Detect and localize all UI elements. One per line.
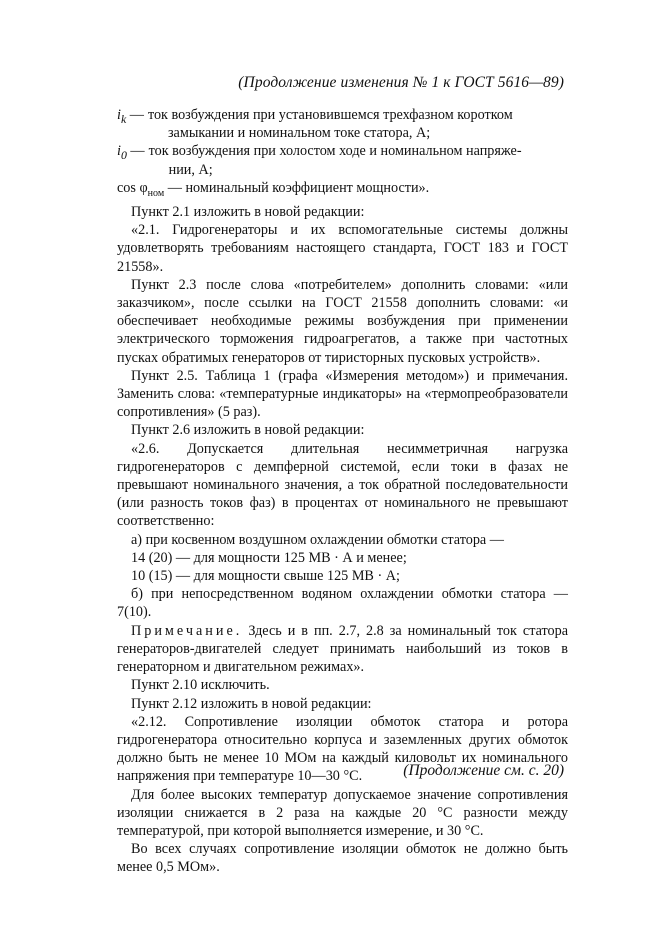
- paragraph-2-1-text: «2.1. Гидрогенераторы и их вспомогательные системы должны удовлетворять требованиям настоящего стандарта, ГОСТ 183 и ГОСТ 21558».: [117, 222, 568, 275]
- symbol-i: i: [117, 143, 121, 160]
- paragraph-2-6-intro: Пункт 2.6 изложить в новой редакции:: [131, 422, 365, 439]
- list-item-a: а) при косвенном воздушном охлаждении обмотки статора —: [131, 531, 504, 548]
- definition-text-line1: ток возбуждения при установившемся трехфазном коротком: [147, 107, 513, 123]
- definition-text-line2: замыкании и номинальном токе статора, А;: [167, 125, 431, 142]
- paragraph-2-3: Пункт 2.3 после слова «потребителем» дополнить словами: «или заказчиком», после ссылки на ГОСТ 21558 дополнить словами: «и обеспечивает необходимые режимы возбуждения при применении электрического торможения гидроагрегатов, а также при частотных пусках обратимых генераторов от тиристорных пусковых устройств».: [117, 276, 568, 366]
- cos-phi-text: — номинальный коэффициент мощности».: [164, 179, 430, 196]
- cos-phi-symbol: cos φ: [117, 179, 148, 196]
- paragraph-2-6-text: «2.6. Допускается длительная несимметричная нагрузка гидрогенераторов с демпферной системой, если токи в фазах не превышают номинального значения, а ток обратной последовательности (или разность токов фаз) в процентах от номинального не превышают соответственно:: [117, 440, 568, 530]
- definition-i0: [117, 142, 568, 178]
- cos-phi-subscript: ном: [147, 187, 165, 199]
- paragraph-2-12-text: «2.12. Сопротивление изоляции обмоток статора и ротора гидрогенератора относительно корпуса и заземленных других обмоток должно быть не менее 10 МОм на каждый киловольт их номинального напряжения при температуре 10—30 °С.: [117, 713, 568, 785]
- list-item-a-2: 10 (15) — для мощности свыше 125 МВ · А;: [131, 568, 400, 585]
- note-text: Здесь и в пп. 2.7, 2.8 за номинальный ток статора генераторов-двигателей следует принимать наибольший из токов в генераторном и двигательном режимах».: [117, 622, 568, 676]
- list-item-b: б) при непосредственном водяном охлаждении обмотки статора — 7(10).: [117, 586, 568, 621]
- symbol-subscript: 0: [120, 148, 127, 163]
- symbol-dash: —: [126, 107, 144, 123]
- definition-ik: [117, 106, 568, 142]
- definition-cos-phi: [117, 179, 568, 203]
- paragraph-2-1-intro: Пункт 2.1 изложить в новой редакции:: [131, 204, 365, 221]
- paragraph-2-12-min: Во всех случаях сопротивление изоляции обмоток не должно быть менее 0,5 МОм».: [117, 841, 568, 876]
- symbol-i: i: [117, 107, 121, 123]
- page-header: (Продолжение изменения № 1 к ГОСТ 5616—89): [238, 74, 564, 91]
- symbol-subscript: k: [120, 111, 127, 126]
- definition-text-line2: нии, А;: [168, 161, 213, 178]
- note-label: Примечание.: [131, 622, 243, 639]
- list-item-a-1: 14 (20) — для мощности 125 МВ · А и менее;: [131, 549, 407, 566]
- paragraph-2-5: Пункт 2.5. Таблица 1 (графа «Измерения методом») и примечания. Заменить слова: «температурные индикаторы» на «термопреобразователи сопротивления» (5 раз).: [117, 367, 568, 421]
- document-body: [117, 106, 568, 877]
- paragraph-2-12-high-temp: Для более высоких температур допускаемое значение сопротивления изоляции снижается в 2 раза на каждые 20 °С разности между температурой, при которой выполняется измерение, и 30 °С.: [117, 786, 568, 839]
- paragraph-2-12-intro: Пункт 2.12 изложить в новой редакции:: [131, 695, 372, 712]
- definition-text-line1: ток возбуждения при холостом ходе и номинальном напряже-: [148, 143, 522, 160]
- paragraph-2-10: Пункт 2.10 исключить.: [131, 677, 270, 694]
- note-paragraph: [117, 622, 568, 677]
- page-footer: (Продолжение см. с. 20): [403, 762, 564, 779]
- symbol-dash: —: [126, 143, 145, 160]
